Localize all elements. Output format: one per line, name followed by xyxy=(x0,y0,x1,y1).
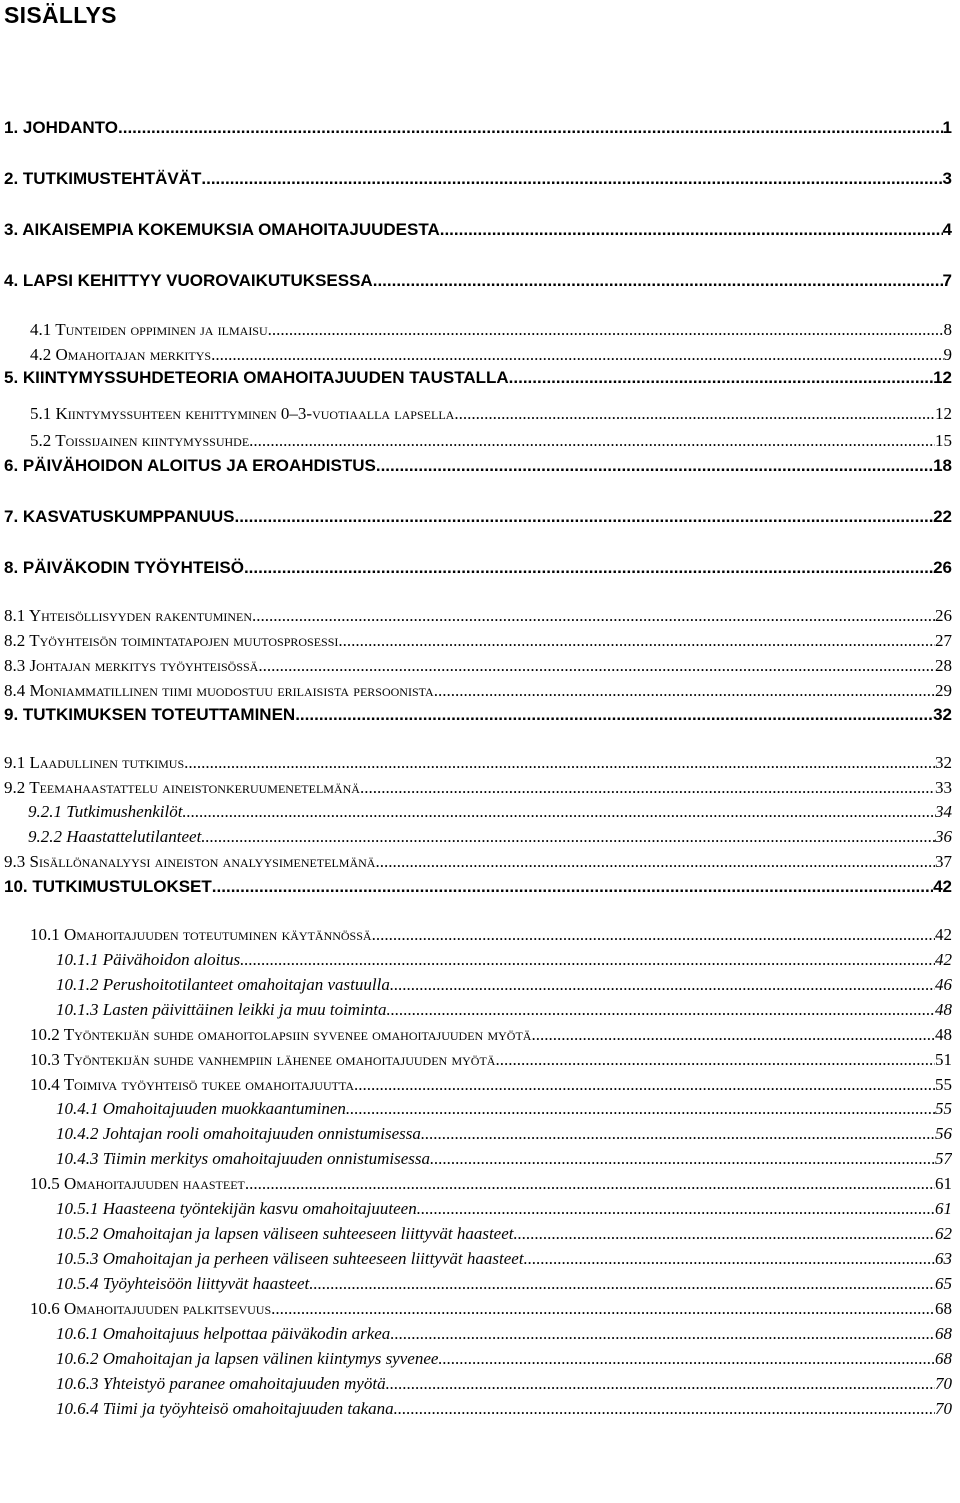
dot-leader xyxy=(249,431,935,451)
toc-entry-label: 10.6.1 Omahoitajuus helpottaa päiväkodin arkea xyxy=(56,1324,391,1343)
toc-entry[interactable] xyxy=(30,320,952,344)
toc-page-number: 34 xyxy=(935,802,952,821)
dot-leader xyxy=(387,1000,935,1020)
toc-entry[interactable] xyxy=(30,404,952,428)
toc-entry-label: 8. PÄIVÄKODIN TYÖYHTEISÖ xyxy=(4,558,244,577)
toc-entry[interactable] xyxy=(56,1349,952,1373)
toc-entry-label: 2. TUTKIMUSTEHTÄVÄT xyxy=(4,169,202,188)
toc-entry[interactable] xyxy=(30,1174,952,1198)
dot-leader xyxy=(514,1224,936,1244)
toc-entry[interactable] xyxy=(56,1224,952,1248)
toc-page-number: 57 xyxy=(935,1149,952,1168)
toc-entry-label: 9.2.2 Haastattelutilanteet xyxy=(28,827,202,846)
toc-page-number: 26 xyxy=(933,558,952,577)
toc-entry-label: 3. AIKAISEMPIA KOKEMUKSIA OMAHOITAJUUDESTA xyxy=(4,220,440,239)
toc-page-number: 42 xyxy=(935,925,952,944)
toc-entry-label: 10.5.1 Haasteena työntekijän kasvu omahoitajuuteen xyxy=(56,1199,417,1218)
toc-page-number: 33 xyxy=(935,778,952,797)
toc-page-number: 12 xyxy=(935,404,952,423)
toc-entry-label: 10.6.3 Yhteistyö paranee omahoitajuuden myötä xyxy=(56,1374,386,1393)
toc-entry-label: 10.4 Toimiva työyhteisö tukee omahoitajuutta xyxy=(30,1075,354,1094)
toc-page-number: 46 xyxy=(935,975,952,994)
dot-leader xyxy=(495,1050,935,1070)
toc-entry[interactable] xyxy=(56,1099,952,1123)
toc-page-number: 4 xyxy=(942,220,952,239)
toc-entry-label: 9.2 Teemahaastattelu aineistonkeruumenetelmänä xyxy=(4,778,360,797)
toc-page-number: 68 xyxy=(935,1349,952,1368)
toc-entry[interactable] xyxy=(28,827,952,851)
dot-leader xyxy=(244,558,933,578)
toc-entry-label: 5.1 Kiintymyssuhteen kehittyminen 0–3-vuotiaalla lapsella xyxy=(30,404,455,423)
toc-entry-label: 10.1.3 Lasten päivittäinen leikki ja muu toiminta xyxy=(56,1000,387,1019)
toc-entry-label: 5. KIINTYMYSSUHDETEORIA OMAHOITAJUUDEN TAUSTALLA xyxy=(4,368,509,387)
toc-entry-label: 10.1 Omahoitajuuden toteutuminen käytännössä xyxy=(30,925,372,944)
toc-entry[interactable] xyxy=(56,1199,952,1223)
toc-page-number: 18 xyxy=(933,456,952,475)
dot-leader xyxy=(271,1299,935,1319)
toc-page-number: 56 xyxy=(935,1124,952,1143)
toc-entry-label: 10.4.1 Omahoitajuuden muokkaantuminen xyxy=(56,1099,346,1118)
dot-leader xyxy=(309,1274,935,1294)
toc-entry-label: 10.6.4 Tiimi ja työyhteisö omahoitajuuden takana xyxy=(56,1399,394,1418)
toc-page-number: 70 xyxy=(935,1374,952,1393)
dot-leader xyxy=(454,404,935,424)
toc-entry-label: 10.4.3 Tiimin merkitys omahoitajuuden onnistumisessa xyxy=(56,1149,430,1168)
dot-leader xyxy=(295,705,933,725)
toc-entry-label: 10. TUTKIMUSTULOKSET xyxy=(4,877,212,896)
toc-entry-label: 1. JOHDANTO xyxy=(4,118,118,137)
toc-page-number: 42 xyxy=(935,950,952,969)
dot-leader xyxy=(182,802,935,822)
dot-leader xyxy=(434,681,935,701)
dot-leader xyxy=(268,320,944,340)
toc-entry[interactable] xyxy=(30,345,952,369)
toc-page-number: 26 xyxy=(935,606,952,625)
dot-leader xyxy=(212,877,933,897)
dot-leader xyxy=(394,1399,935,1419)
dot-leader xyxy=(421,1124,935,1144)
toc-entry[interactable] xyxy=(28,802,952,826)
toc-page-number: 7 xyxy=(942,271,952,290)
dot-leader xyxy=(240,950,935,970)
toc-entry[interactable] xyxy=(30,1299,952,1323)
toc-entry-label: 7. KASVATUSKUMPPANUUS xyxy=(4,507,235,526)
toc-entry[interactable] xyxy=(56,1399,952,1423)
toc-page-number: 61 xyxy=(935,1174,952,1193)
dot-leader xyxy=(438,1349,935,1369)
toc-entry-label: 4. LAPSI KEHITTYY VUOROVAIKUTUKSESSA xyxy=(4,271,373,290)
dot-leader xyxy=(373,271,943,291)
toc-page-number: 22 xyxy=(933,507,952,526)
toc-entry[interactable] xyxy=(4,368,952,392)
toc-page-number: 27 xyxy=(935,631,952,650)
toc-page-number: 28 xyxy=(935,656,952,675)
toc-entry[interactable] xyxy=(56,1274,952,1298)
toc-entry[interactable] xyxy=(4,656,952,680)
toc-entry-label: 5.2 Toissijainen kiintymyssuhde xyxy=(30,431,250,450)
toc-entry-label: 10.2 Työntekijän suhde omahoitolapsiin syvenee omahoitajuuden myötä xyxy=(30,1025,532,1044)
toc-entry[interactable] xyxy=(56,1324,952,1348)
toc-entry[interactable] xyxy=(56,1249,952,1273)
dot-leader xyxy=(258,656,935,676)
toc-entry[interactable] xyxy=(4,852,952,876)
toc-page-number: 9 xyxy=(943,345,952,364)
toc-entry[interactable] xyxy=(4,456,952,480)
toc-page-number: 62 xyxy=(935,1224,952,1243)
toc-page-number: 12 xyxy=(933,368,952,387)
dot-leader xyxy=(375,852,935,872)
toc-entry-label: 9. TUTKIMUKSEN TOTEUTTAMINEN xyxy=(4,705,296,724)
toc-page-number: 48 xyxy=(935,1000,952,1019)
dot-leader xyxy=(386,1374,935,1394)
toc-entry[interactable] xyxy=(56,1124,952,1148)
toc-entry[interactable] xyxy=(56,1374,952,1398)
dot-leader xyxy=(184,753,935,773)
toc-entry[interactable] xyxy=(30,925,952,949)
toc-entry[interactable] xyxy=(4,271,952,295)
page-title: SISÄLLYS xyxy=(4,2,117,28)
toc-entry[interactable] xyxy=(4,681,952,705)
toc-page-number: 32 xyxy=(935,753,952,772)
dot-leader xyxy=(118,118,943,138)
toc-page-number: 1 xyxy=(942,118,952,137)
toc-entry-label: 10.5.2 Omahoitajan ja lapsen väliseen suhteeseen liittyvät haasteet xyxy=(56,1224,514,1243)
dot-leader xyxy=(346,1099,935,1119)
toc-page-number: 15 xyxy=(935,431,952,450)
toc-entry-label: 8.2 Työyhteisön toimintatapojen muutosprosessi xyxy=(4,631,339,650)
dot-leader xyxy=(509,368,933,388)
toc-entry-label: 8.4 Moniammatillinen tiimi muodostuu erilaisista persoonista xyxy=(4,681,434,700)
toc-page-number: 68 xyxy=(935,1324,952,1343)
toc-page-number: 63 xyxy=(935,1249,952,1268)
dot-leader xyxy=(417,1199,935,1219)
toc-entry-label: 10.1.2 Perushoitotilanteet omahoitajan vastuulla xyxy=(56,975,390,994)
toc-entry[interactable] xyxy=(30,1025,952,1049)
toc-entry[interactable] xyxy=(30,1075,952,1099)
toc-entry[interactable] xyxy=(4,606,952,630)
toc-entry-label: 10.5.4 Työyhteisöön liittyvät haasteet xyxy=(56,1274,310,1293)
toc-entry-label: 10.3 Työntekijän suhde vanhempiin lähenee omahoitajuuden myötä xyxy=(30,1050,496,1069)
toc-entry[interactable] xyxy=(30,1050,952,1074)
toc-page-number: 32 xyxy=(933,705,952,724)
dot-leader xyxy=(430,1149,935,1169)
toc-entry-label: 10.5.3 Omahoitajan ja perheen väliseen suhteeseen liittyvät haasteet xyxy=(56,1249,524,1268)
toc-page-number: 36 xyxy=(935,827,952,846)
toc-entry-label: 10.6 Omahoitajuuden palkitsevuus xyxy=(30,1299,272,1318)
dot-leader xyxy=(234,507,933,527)
toc-page-number: 68 xyxy=(935,1299,952,1318)
toc-entry-label: 9.1 Laadullinen tutkimus xyxy=(4,753,185,772)
toc-page-number: 55 xyxy=(935,1075,952,1094)
toc-page-number: 65 xyxy=(935,1274,952,1293)
toc-page-number: 70 xyxy=(935,1399,952,1418)
dot-leader xyxy=(201,827,935,847)
dot-leader xyxy=(245,1174,935,1194)
toc-entry[interactable] xyxy=(56,1000,952,1024)
toc-entry[interactable] xyxy=(56,1149,952,1173)
toc-entry[interactable] xyxy=(4,778,952,802)
toc-entry-label: 8.3 Johtajan merkitys työyhteisössä xyxy=(4,656,259,675)
dot-leader xyxy=(390,1324,935,1344)
toc-entry[interactable] xyxy=(4,753,952,777)
toc-entry-label: 10.6.2 Omahoitajan ja lapsen välinen kiintymys syvenee xyxy=(56,1349,439,1368)
toc-entry[interactable] xyxy=(56,950,952,974)
toc-entry-label: 10.4.2 Johtajan rooli omahoitajuuden onnistumisessa xyxy=(56,1124,421,1143)
toc-page-number: 29 xyxy=(935,681,952,700)
toc-entry-label: 10.1.1 Päivähoidon aloitus xyxy=(56,950,241,969)
toc-page-number: 48 xyxy=(935,1025,952,1044)
toc-entry-label: 9.3 Sisällönanalyysi aineiston analyysimenetelmänä xyxy=(4,852,376,871)
toc-entry-label: 4.1 Tunteiden oppiminen ja ilmaisu xyxy=(30,320,268,339)
toc-entry[interactable] xyxy=(4,558,952,582)
toc-entry[interactable] xyxy=(4,631,952,655)
dot-leader xyxy=(390,975,935,995)
toc-entry[interactable] xyxy=(4,877,952,901)
toc-page-number: 8 xyxy=(943,320,952,339)
dot-leader xyxy=(376,456,933,476)
toc-entry[interactable] xyxy=(4,705,952,729)
dot-leader xyxy=(360,778,935,798)
dot-leader xyxy=(524,1249,935,1269)
toc-entry-label: 6. PÄIVÄHOIDON ALOITUS JA EROAHDISTUS xyxy=(4,456,376,475)
toc-page-number: 51 xyxy=(935,1050,952,1069)
dot-leader xyxy=(354,1075,935,1095)
toc-page-number: 3 xyxy=(942,169,952,188)
toc-page-number: 37 xyxy=(935,852,952,871)
toc-entry[interactable] xyxy=(30,431,952,455)
dot-leader xyxy=(201,169,942,189)
dot-leader xyxy=(211,345,943,365)
toc-page-number: 61 xyxy=(935,1199,952,1218)
toc-entry[interactable] xyxy=(4,220,952,244)
toc-page-number: 55 xyxy=(935,1099,952,1118)
toc-entry[interactable] xyxy=(4,169,952,193)
toc-entry[interactable] xyxy=(4,118,952,142)
toc-entry[interactable] xyxy=(56,975,952,999)
toc-entry-label: 4.2 Omahoitajan merkitys xyxy=(30,345,212,364)
dot-leader xyxy=(440,220,943,240)
dot-leader xyxy=(338,631,935,651)
toc-page-number: 42 xyxy=(933,877,952,896)
toc-entry-label: 8.1 Yhteisöllisyyden rakentuminen xyxy=(4,606,253,625)
dot-leader xyxy=(372,925,935,945)
toc-entry-label: 9.2.1 Tutkimushenkilöt xyxy=(28,802,183,821)
toc-entry[interactable] xyxy=(4,507,952,531)
dot-leader xyxy=(252,606,935,626)
dot-leader xyxy=(531,1025,935,1045)
toc-entry-label: 10.5 Omahoitajuuden haasteet xyxy=(30,1174,245,1193)
